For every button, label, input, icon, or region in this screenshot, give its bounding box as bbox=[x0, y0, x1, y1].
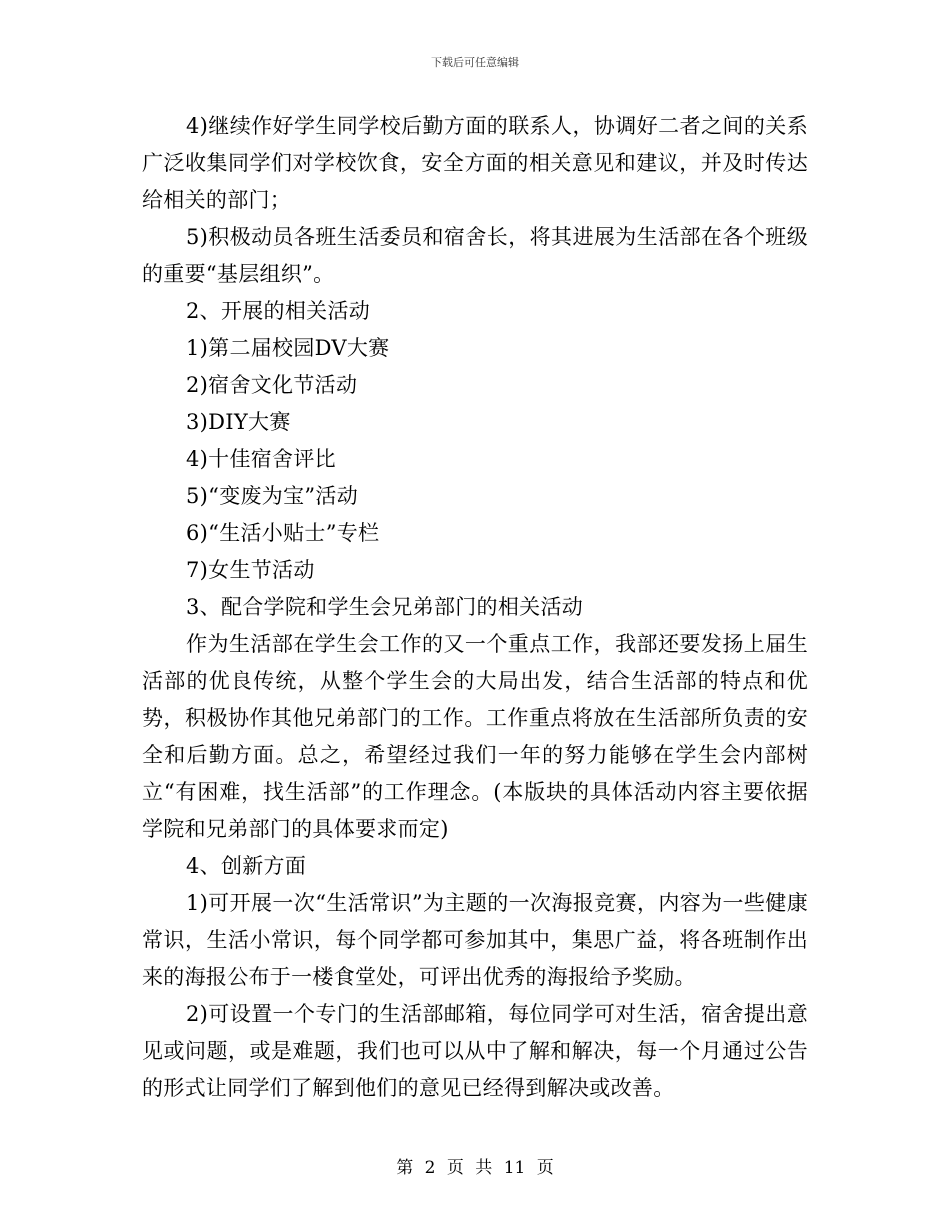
activity-item-5: 5)“变废为宝”活动 bbox=[186, 484, 359, 508]
activity-item-1: 1)第二届校园DV大赛 bbox=[186, 336, 390, 360]
section-heading-innovation: 4、创新方面 bbox=[186, 854, 307, 878]
activity-item-2: 2)宿舍文化节活动 bbox=[186, 373, 358, 397]
activity-item-6: 6)“生活小贴士”专栏 bbox=[186, 521, 380, 545]
paragraph-item-4-liaison: 4)继续作好学生同学校后勤方面的联系人，协调好二者之间的关系广泛收集同学们对学校饮食，安全方面的相关意见和建议，并及时传达给相关的部门； bbox=[142, 114, 808, 212]
section-heading-activities: 2、开展的相关活动 bbox=[186, 299, 371, 323]
page-header: 下载后可任意编辑 bbox=[431, 56, 519, 69]
paragraph-item-5-mobilize: 5)积极动员各班生活委员和宿舍长，将其进展为生活部在各个班级的重要“基层组织”。 bbox=[142, 225, 808, 286]
activity-item-7: 7)女生节活动 bbox=[186, 558, 315, 582]
paragraph-cooperation: 作为生活部在学生会工作的又一个重点工作，我部还要发扬上届生活部的优良传统，从整个学生会的大局出发，结合生活部的特点和优势，积极协作其他兄弟部门的工作。工作重点将放在生活部所负责的安全和后勤方面。总之，希望经过我们一年的努力能够在学生会内部树立“有困难，找生活部”的工作理念。(本版块的具体活动内容主要依据学院和兄弟部门的具体要求而定) bbox=[142, 632, 808, 841]
activity-item-3: 3)DIY大赛 bbox=[186, 410, 291, 434]
document-body bbox=[142, 108, 808, 1107]
innovation-item-1: 1)可开展一次“生活常识”为主题的一次海报竞赛，内容为一些健康常识，生活小常识，每个同学都可参加其中，集思广益，将各班制作出来的海报公布于一楼食堂处，可评出优秀的海报给予奖励。 bbox=[142, 891, 808, 989]
activity-item-4: 4)十佳宿舍评比 bbox=[186, 447, 336, 471]
innovation-item-2: 2)可设置一个专门的生活部邮箱，每位同学可对生活，宿舍提出意见或问题，或是难题，我们也可以从中了解和解决，每一个月通过公告的形式让同学们了解到他们的意见已经得到解决或改善。 bbox=[142, 1002, 808, 1100]
page-number-footer: 第 2 页 共 11 页 bbox=[396, 1158, 554, 1178]
section-heading-cooperation: 3、配合学院和学生会兄弟部门的相关活动 bbox=[186, 595, 584, 619]
